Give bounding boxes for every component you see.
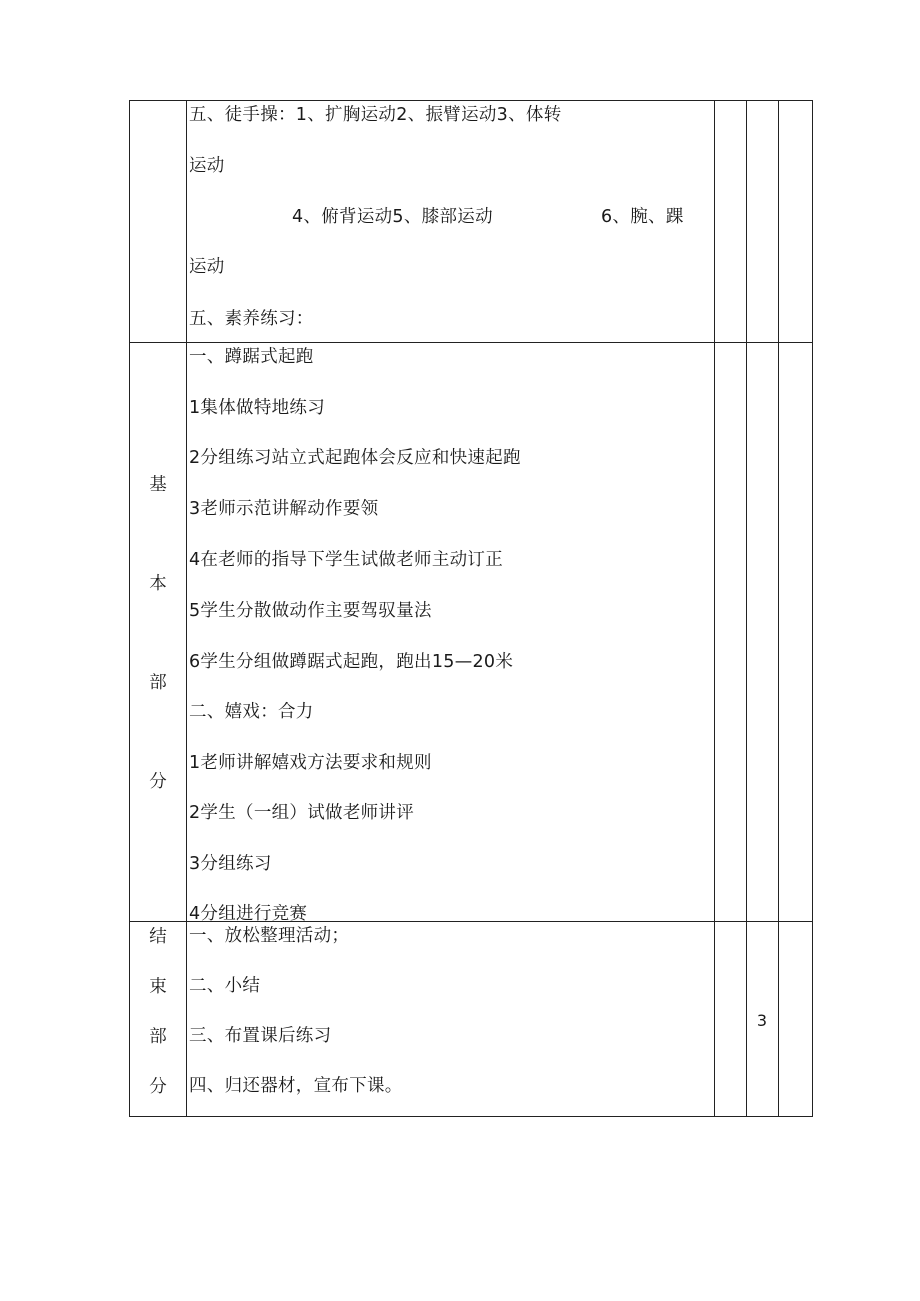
column-divider-1 [714,100,715,1117]
basic-row-1: 一、蹲踞式起跑 [189,347,314,367]
end-row-2: 二、小结 [189,976,261,996]
end-time-value: 3 [756,1011,768,1030]
table-left-border [129,100,130,1117]
row-divider-end [129,921,813,922]
end-label-char-4: 分 [149,1077,167,1097]
column-divider-2 [746,100,747,1117]
basic-label-char-3: 部 [149,673,167,693]
prep-row-1: 五、徒手操：1、扩胸运动2、振臂运动3、体转 [189,105,562,125]
end-label-char-2: 束 [149,977,167,997]
basic-row-10: 2学生（一组）试做老师讲评 [189,803,415,823]
table-bottom-border [129,1116,813,1117]
prep-row-3b: 6、腕、踝 [601,207,684,227]
basic-row-9: 1老师讲解嬉戏方法要求和规则 [189,753,432,773]
end-label-char-1: 结 [149,927,167,947]
basic-label-char-4: 分 [149,772,167,792]
table-top-border [129,100,813,101]
prep-row-2: 运动 [189,156,225,176]
basic-row-5: 4在老师的指导下学生试做老师主动订正 [189,550,504,570]
prep-row-3a: 4、俯背运动5、膝部运动 [292,207,493,227]
basic-row-4: 3老师示范讲解动作要领 [189,499,379,519]
column-divider-3 [778,100,779,1117]
basic-row-8: 二、嬉戏：合力 [189,702,314,722]
end-row-1: 一、放松整理活动； [189,926,350,946]
basic-row-11: 3分组练习 [189,854,272,874]
basic-row-3: 2分组练习站立式起跑体会反应和快速起跑 [189,448,521,468]
prep-row-5: 五、素养练习： [189,309,314,329]
basic-label-char-2: 本 [149,574,167,594]
prep-row-4: 运动 [189,257,225,277]
end-row-4: 四、归还器材，宣布下课。 [189,1076,403,1096]
basic-row-12-clip [187,890,714,921]
table-right-border [812,100,813,1117]
row-divider-basic [129,342,813,343]
column-divider-content [186,100,187,1117]
basic-row-7: 6学生分组做蹲踞式起跑，跑出15—20米 [189,652,514,672]
basic-row-2: 1集体做特地练习 [189,398,326,418]
basic-label-char-1: 基 [149,475,167,495]
basic-row-6: 5学生分散做动作主要驾驭量法 [189,601,432,621]
basic-row-12: 4分组进行竞赛 [189,904,308,921]
end-label-char-3: 部 [149,1027,167,1047]
end-row-3: 三、布置课后练习 [189,1026,332,1046]
